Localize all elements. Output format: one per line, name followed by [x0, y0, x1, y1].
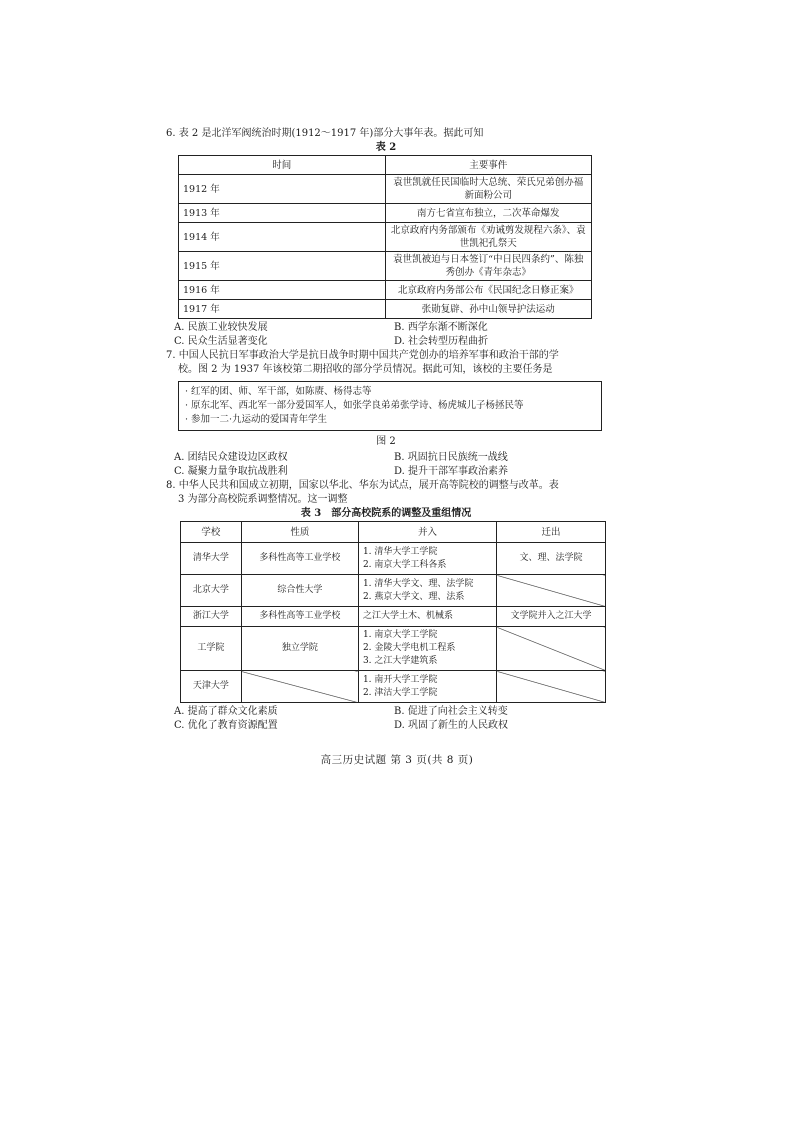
q8-school: 清华大学	[181, 543, 242, 575]
q8-option-b[interactable]: B. 促进了向社会主义转变	[394, 706, 508, 717]
q8-moved: 文、理、法学院	[497, 543, 606, 575]
q8-header-moved: 迁出	[497, 522, 606, 543]
q8-merged-item: 2. 南京大学工科各系	[362, 559, 447, 570]
q6-year: 1916 年	[179, 281, 386, 300]
q7-stem-line1: 7. 中国人民抗日军事政治大学是抗日战争时期中国共产党创办的培养军事和政治干部的学	[166, 350, 559, 361]
q8-merged-item: 1. 南开大学工学院	[362, 674, 438, 685]
q8-merged-item: 之江大学土木、机械系	[362, 611, 453, 621]
table-row	[179, 204, 592, 223]
q6-event: 袁世凯被迫与日本签订“中日民四条约”、陈独秀创办《青年杂志》	[385, 252, 592, 281]
q8-school: 工学院	[181, 627, 242, 671]
q8-option-d[interactable]: D. 巩固了新生的人民政权	[394, 720, 509, 731]
q8-merged	[358, 575, 496, 607]
q8-merged	[358, 543, 496, 575]
table-row	[181, 543, 606, 575]
q8-option-a[interactable]: A. 提高了群众文化素质	[174, 706, 278, 717]
q8-header-nature: 性质	[241, 522, 358, 543]
q6-year: 1912 年	[179, 175, 386, 204]
q8-merged-item: 2. 燕京大学文、理、法系	[362, 591, 465, 602]
q8-header-school: 学校	[181, 522, 242, 543]
table-row	[179, 300, 592, 319]
q7-option-a[interactable]: A. 团结民众建设边区政权	[174, 452, 288, 463]
q6-year: 1915 年	[179, 252, 386, 281]
q6-event: 北京政府内务部公布《民国纪念日修正案》	[385, 281, 592, 300]
q8-nature: 多科性高等工业学校	[241, 607, 358, 627]
q6-header-time: 时间	[179, 156, 386, 175]
q8-stem-line1: 8. 中华人民共和国成立初期，国家以华北、华东为试点，展开高等院校的调整与改革。表	[166, 480, 559, 491]
q6-table	[178, 155, 592, 319]
q6-year: 1917 年	[179, 300, 386, 319]
q8-moved: 文学院并入之江大学	[497, 607, 606, 627]
q8-merged	[358, 607, 496, 627]
q6-event: 北京政府内务部颁布《劝诫剪发规程六条》、袁世凯祀孔祭天	[385, 223, 592, 252]
q6-event: 南方七省宣布独立，二次革命爆发	[385, 204, 592, 223]
q8-nature: 多科性高等工业学校	[241, 543, 358, 575]
q6-stem: 6. 表 2 是北洋军阀统治时期(1912～1917 年)部分大事年表。据此可知	[166, 128, 484, 139]
q7-box-line: · 参加一二·九运动的爱国青年学生	[185, 414, 328, 425]
q7-figure-label: 图 2	[376, 436, 396, 447]
table-row	[181, 627, 606, 671]
q7-box-line: · 红军的团、师、军干部，如陈赓、杨得志等	[185, 386, 372, 397]
q6-table-title: 表 2	[375, 142, 397, 153]
q6-event: 袁世凯就任民国临时大总统、荣氏兄弟创办福新面粉公司	[385, 175, 592, 204]
q7-option-c[interactable]: C. 凝聚力量争取抗战胜利	[174, 466, 288, 477]
q8-merged-item: 1. 清华大学工学院	[362, 546, 438, 557]
table-row	[181, 607, 606, 627]
q8-header-merged: 并入	[358, 522, 496, 543]
q8-table	[180, 521, 606, 703]
q6-year: 1913 年	[179, 204, 386, 223]
q6-option-b[interactable]: B. 西学东渐不断深化	[394, 322, 488, 333]
table-row	[181, 671, 606, 703]
q8-nature-empty	[241, 671, 358, 703]
q8-merged-item: 1. 清华大学文、理、法学院	[362, 578, 474, 589]
q6-event: 张勋复辟、孙中山领导护法运动	[385, 300, 592, 319]
q8-merged-item: 1. 南京大学工学院	[362, 630, 438, 640]
table-row	[181, 575, 606, 607]
q6-option-a[interactable]: A. 民族工业较快发展	[174, 322, 268, 333]
q7-option-b[interactable]: B. 巩固抗日民族统一战线	[394, 452, 508, 463]
q8-options	[166, 705, 606, 733]
q8-merged-item: 3. 之江大学建筑系	[362, 656, 438, 666]
q6-options	[166, 321, 606, 349]
q8-moved-empty	[497, 575, 606, 607]
q8-nature: 综合性大学	[241, 575, 358, 607]
page-footer: 高三历史试题 第 3 页(共 8 页)	[320, 754, 474, 766]
q7-figure-box	[178, 381, 602, 431]
q6-header-event: 主要事件	[385, 156, 592, 175]
q7-option-d[interactable]: D. 提升干部军事政治素养	[394, 466, 509, 477]
q8-school: 天津大学	[181, 671, 242, 703]
q8-moved-empty	[497, 671, 606, 703]
q6-option-d[interactable]: D. 社会转型历程曲折	[394, 336, 489, 347]
q8-merged	[358, 627, 496, 671]
table-row	[179, 281, 592, 300]
q8-school: 浙江大学	[181, 607, 242, 627]
q8-stem-line2: 3 为部分高校院系调整情况。这一调整	[178, 494, 348, 505]
q7-box-line: · 原东北军、西北军一部分爱国军人，如张学良弟弟张学诗、杨虎城儿子杨拯民等	[185, 400, 524, 411]
q7-options	[166, 451, 606, 479]
q7-stem-line2: 校。图 2 为 1937 年该校第二期招收的部分学员情况。据此可知，该校的主要任务是	[178, 364, 553, 375]
q8-merged-item: 2. 金陵大学电机工程系	[362, 643, 456, 653]
page-content	[166, 127, 606, 733]
table-row	[179, 175, 592, 204]
q8-merged	[358, 671, 496, 703]
q8-moved-empty	[497, 627, 606, 671]
q8-merged-item: 2. 津沽大学工学院	[362, 687, 438, 698]
q8-option-c[interactable]: C. 优化了教育资源配置	[174, 720, 278, 731]
q8-nature: 独立学院	[241, 627, 358, 671]
q6-year: 1914 年	[179, 223, 386, 252]
q8-school: 北京大学	[181, 575, 242, 607]
q8-table-title: 表 3 部分高校院系的调整及重组情况	[300, 508, 472, 519]
table-row	[179, 223, 592, 252]
table-row	[179, 252, 592, 281]
q6-option-c[interactable]: C. 民众生活显著变化	[174, 336, 268, 347]
